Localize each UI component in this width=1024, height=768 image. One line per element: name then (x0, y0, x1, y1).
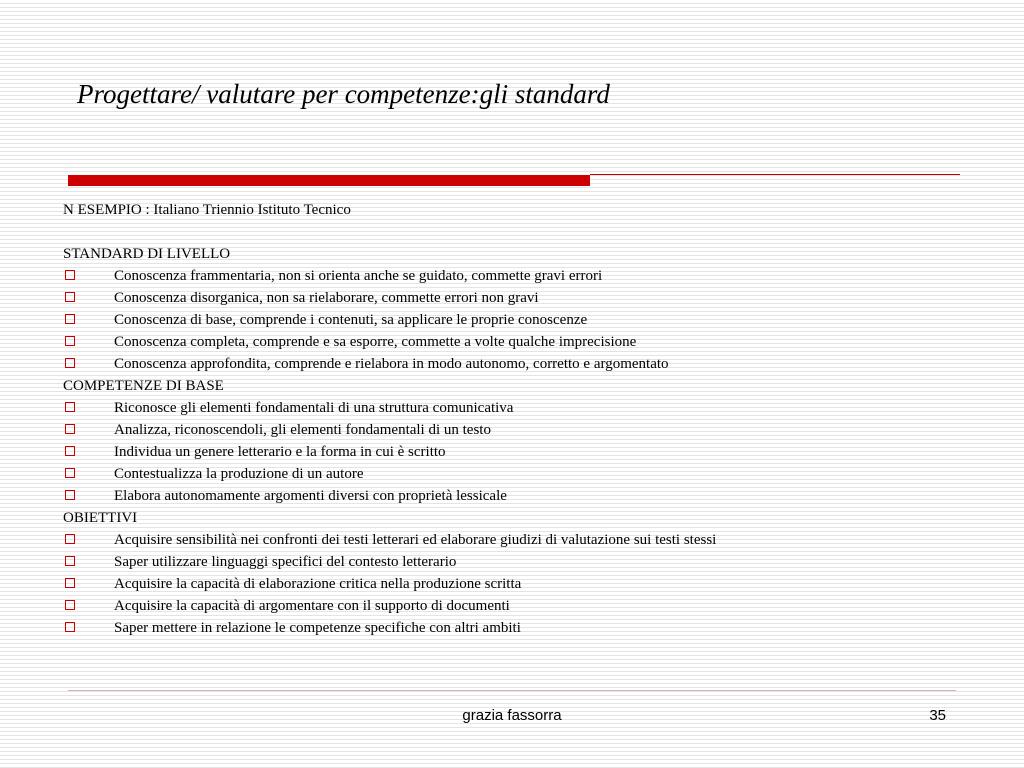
list-item-text: Conoscenza completa, comprende e sa esporre, commette a volte qualche imprecisione (114, 334, 637, 350)
list-item-text: Analizza, riconoscendoli, gli elementi fondamentali di un testo (114, 422, 491, 438)
checkbox-square-icon (65, 556, 75, 566)
spacer (63, 221, 963, 243)
title-divider-thin-line (590, 174, 960, 175)
page-number: 35 (929, 707, 946, 724)
list-item (63, 573, 963, 595)
list-item (63, 287, 963, 309)
checkbox-square-icon (65, 292, 75, 302)
list-item-text: Conoscenza approfondita, comprende e rielabora in modo autonomo, corretto e argomentato (114, 356, 669, 372)
title-divider-thick-bar (68, 175, 590, 186)
slide-body (63, 199, 963, 639)
checkbox-square-icon (65, 358, 75, 368)
list-item (63, 485, 963, 507)
list-item (63, 265, 963, 287)
list-item-text: Saper mettere in relazione le competenze specifiche con altri ambiti (114, 620, 521, 636)
list-item-text: Elabora autonomamente argomenti diversi con proprietà lessicale (114, 488, 507, 504)
list-item (63, 441, 963, 463)
list-item-text: Individua un genere letterario e la forma in cui è scritto (114, 444, 446, 460)
checkbox-square-icon (65, 314, 75, 324)
list-item (63, 397, 963, 419)
checkbox-square-icon (65, 336, 75, 346)
list-item (63, 595, 963, 617)
intro-text: N ESEMPIO : Italiano Triennio Istituto Tecnico (63, 202, 351, 218)
list-item (63, 529, 963, 551)
checkbox-square-icon (65, 468, 75, 478)
list-item-text: Conoscenza di base, comprende i contenuti, sa applicare le proprie conoscenze (114, 312, 588, 328)
checkbox-square-icon (65, 424, 75, 434)
list-item (63, 463, 963, 485)
checkbox-square-icon (65, 534, 75, 544)
list-item (63, 551, 963, 573)
list-item-text: Saper utilizzare linguaggi specifici del contesto letterario (114, 554, 457, 570)
checkbox-square-icon (65, 600, 75, 610)
list-item-text: Contestualizza la produzione di un autore (114, 466, 364, 482)
title-divider (68, 173, 960, 187)
list-item-text: Conoscenza frammentaria, non si orienta anche se guidato, commette gravi errori (114, 268, 603, 284)
checkbox-square-icon (65, 446, 75, 456)
list-item-text: Acquisire la capacità di elaborazione critica nella produzione scritta (114, 576, 522, 592)
slide-title: Progettare/ valutare per competenze:gli standard (77, 79, 610, 109)
footer-divider (68, 690, 956, 691)
list-item-text: Riconosce gli elementi fondamentali di una struttura comunicativa (114, 400, 514, 416)
list-item (63, 617, 963, 639)
checkbox-square-icon (65, 402, 75, 412)
section-heading-standard: STANDARD DI LIVELLO (63, 246, 231, 262)
list-item-text: Acquisire sensibilità nei confronti dei testi letterari ed elaborare giudizi di valutazione sui testi stessi (114, 532, 717, 548)
list-item (63, 309, 963, 331)
list-item (63, 353, 963, 375)
list-item (63, 331, 963, 353)
section-heading-obiettivi: OBIETTIVI (63, 510, 138, 526)
footer-author: grazia fassorra (462, 707, 562, 724)
checkbox-square-icon (65, 622, 75, 632)
list-item-text: Acquisire la capacità di argomentare con il supporto di documenti (114, 598, 510, 614)
list-item (63, 419, 963, 441)
checkbox-square-icon (65, 270, 75, 280)
section-heading-competenze: COMPETENZE DI BASE (63, 378, 224, 394)
checkbox-square-icon (65, 490, 75, 500)
checkbox-square-icon (65, 578, 75, 588)
list-item-text: Conoscenza disorganica, non sa rielaborare, commette errori non gravi (114, 290, 539, 306)
